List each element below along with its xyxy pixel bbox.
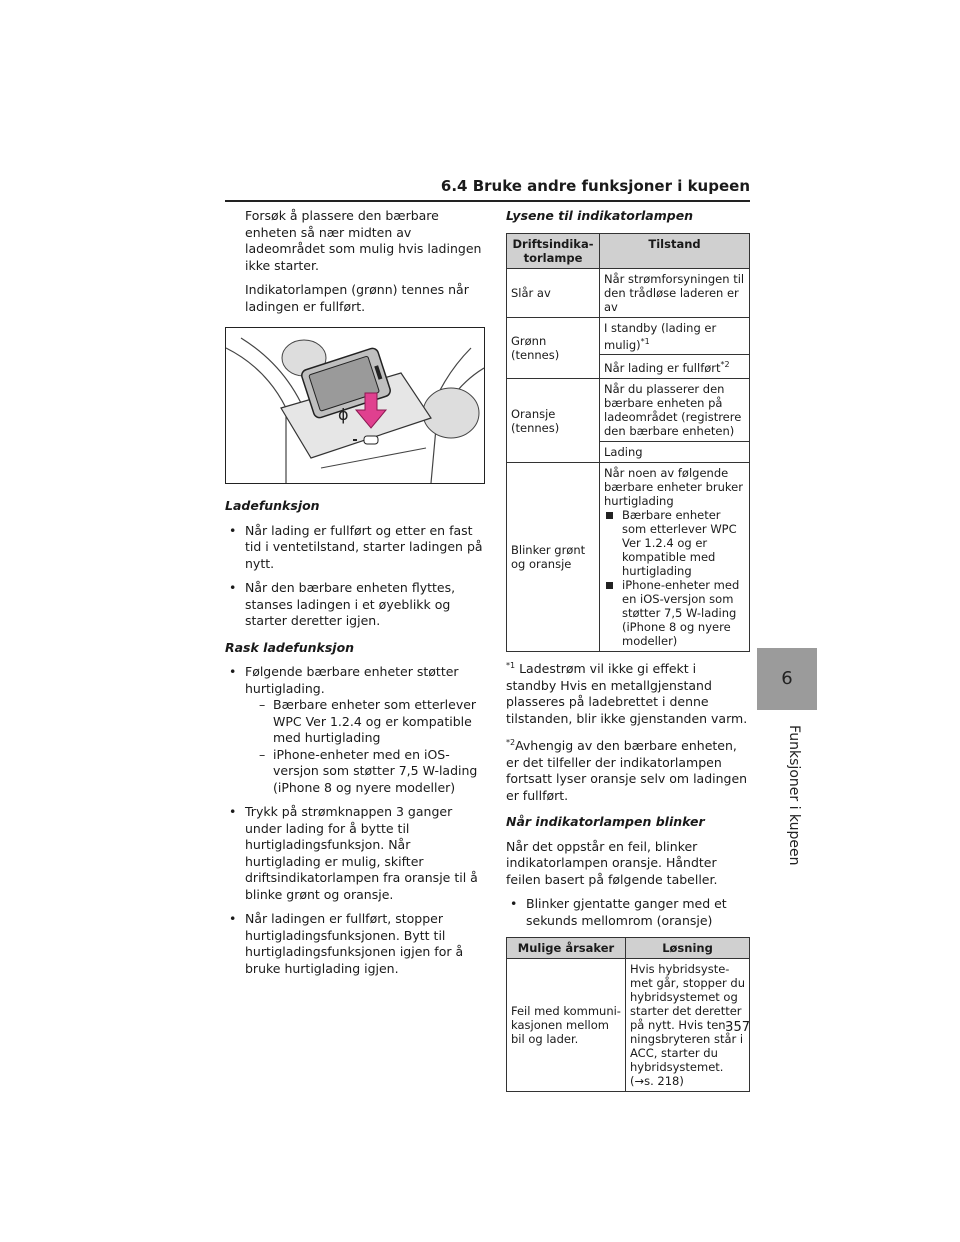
charge-function-heading: Ladefunksjon: [225, 498, 320, 513]
rapid-charge-heading: Rask ladefunksjon: [225, 639, 355, 655]
rapid-bullet-list: [225, 664, 483, 977]
footnote-mark: *1: [506, 661, 516, 671]
indicator-table: [506, 233, 750, 653]
table-header-cell: Driftsindika-torlampe: [507, 233, 600, 268]
svg-text:ϕ: ϕ: [338, 405, 349, 424]
left-column: [225, 208, 483, 985]
list-item: • Når lading er fullført og etter en fast tid i ventetilstand, starter ladingen på nytt.: [225, 523, 483, 573]
list-item: • Når den bærbare enheten flyttes, stanses ladingen i et øyeblikk og starter deretter igjen.: [225, 580, 483, 630]
troubleshooting-table: [506, 937, 750, 1092]
page-number: 357: [725, 1020, 750, 1035]
blink-bullet-list: [506, 896, 750, 929]
lamp-cell: Slår av: [507, 268, 600, 317]
table-header-cell: Løsning: [626, 938, 750, 959]
footnote-2: [506, 735, 750, 804]
list-item-text: iPhone-enheter med en iOS-versjon som støtter 7,5 W-lading (iPhone 8 og nyere modeller): [622, 578, 740, 649]
state-cell: Når du plasserer den bærbare enheten på ladeområdet (registrere den bærbare enheten): [600, 379, 750, 442]
footnote-mark: *2: [720, 360, 730, 370]
charge-bullet-list: [225, 523, 483, 630]
sub-list-item: – Bærbare enheter som etterlever WPC Ver 1.2.4 og er kompatible med hurtiglading: [259, 697, 483, 747]
state-cell: Når strømforsyningen til den trådløse laderen er av: [600, 268, 750, 317]
footnote-mark: *1: [640, 336, 650, 346]
list-item: • Når ladingen er fullført, stopper hurtigladingsfunksjonen. Bytt til hurtigladingsfunksjonen igjen for å bruke hurtiglading igjen.: [225, 911, 483, 977]
cause-cell: Feil med kommuni-kasjonen mellom bil og lader.: [507, 959, 626, 1092]
state-text: I standby (lading er mulig): [604, 320, 717, 352]
table-row: [507, 317, 750, 355]
sub-list-item: – iPhone-enheter med en iOS-versjon som støtter 7,5 W-lading (iPhone 8 og nyere modeller): [259, 747, 483, 797]
device-list: [604, 508, 745, 648]
list-item: [604, 578, 745, 648]
footnote-text: Ladestrøm vil ikke gi effekt i standby Hvis en metallgjenstand plasseres på ladebrettet i denne tilstanden, blir ikke gjenstanden varm.: [506, 661, 748, 726]
header-rule: [225, 200, 750, 202]
lamp-cell: Oransje (tennes): [507, 379, 600, 463]
state-cell: [600, 317, 750, 355]
blink-paragraph: Når det oppstår en feil, blinker indikatorlampen oransje. Håndter feilen basert på følgende tabeller.: [506, 838, 718, 887]
state-cell: Lading: [600, 442, 750, 463]
indicator-lights-heading: Lysene til indikatorlampen: [506, 208, 694, 223]
table-row: [507, 379, 750, 442]
footnote-mark: *2: [506, 738, 516, 748]
list-item: [225, 664, 483, 796]
list-item-text: Bærbare enheter som etterlever WPC Ver 1.2.4 og er kompatible med hurtiglading: [622, 508, 737, 579]
state-text: Når noen av følgende bærbare enheter bruker hurtiglading: [604, 466, 743, 509]
lamp-cell: Blinker grønt og oransje: [507, 463, 600, 652]
solution-cell: Hvis hybridsyste-met går, stopper du hybridsystemet og starter det deretter på nytt. Hvis ten-ningsbryteren står i ACC, starter du hybridsystemet. (→s. 218): [626, 959, 750, 1092]
blink-heading: Når indikatorlampen blinker: [506, 814, 705, 830]
table-row: [507, 268, 750, 317]
square-bullet-icon: [606, 582, 613, 589]
table-header-cell: Tilstand: [600, 233, 750, 268]
section-title: 6.4 Bruke andre funksjoner i kupeen: [440, 177, 750, 195]
chapter-label: Funksjoner i kupeen: [786, 725, 802, 866]
right-column: [506, 208, 750, 1098]
table-header-row: [507, 233, 750, 268]
state-cell: [600, 463, 750, 652]
square-bullet-icon: [606, 512, 613, 519]
lamp-cell: Grønn (tennes): [507, 317, 600, 379]
rapid-sub-list: [245, 697, 483, 796]
chapter-number: 6: [781, 668, 793, 689]
intro-paragraph: Indikatorlampen (grønn) tennes når ladingen er fullført.: [245, 282, 469, 314]
footnote-text: Avhengig av den bærbare enheten, er det tilfeller der indikatorlampen fortsatt lyser oransje selv om ladingen er fullført.: [506, 738, 748, 803]
wireless-charger-illustration: [225, 327, 485, 484]
table-row: [507, 463, 750, 652]
list-item: • Trykk på strømknappen 3 ganger under lading for å bytte til hurtigladingsfunksjon. Når hurtiglading er mulig, skifter driftsindikatorlampen fra oransje til å blinke grønt og oransje.: [225, 804, 483, 903]
table-header-row: [507, 938, 750, 959]
list-item: • Blinker gjentatte ganger med et sekunds mellomrom (oransje): [506, 896, 750, 929]
list-item: [604, 508, 745, 578]
list-item-text: Følgende bærbare enheter støtter hurtiglading.: [245, 664, 459, 696]
footnote-1: [506, 658, 750, 727]
intro-paragraph: Forsøk å plassere den bærbare enheten så nær midten av ladeområdet som mulig hvis ladingen ikke starter.: [245, 208, 482, 273]
state-cell: [600, 355, 750, 379]
state-text: Når lading er fullført: [604, 361, 721, 376]
table-header-cell: Mulige årsaker: [507, 938, 626, 959]
